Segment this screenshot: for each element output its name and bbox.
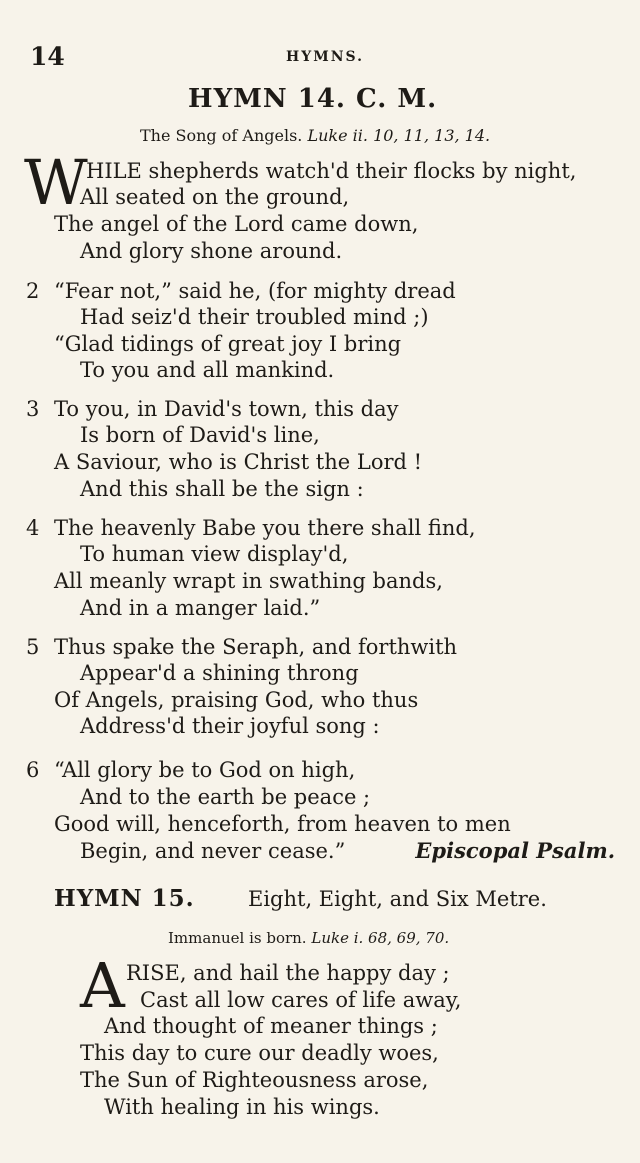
hymn-14-stanza-3-line-1: To you, in David's town, this day: [54, 397, 399, 421]
hymn-15-line-1: RISE, and hail the happy day ;: [126, 961, 450, 985]
hymn-14-stanza-1-line-4: And glory shone around.: [80, 239, 343, 263]
hymn-14-stanza-5-line-4: Address'd their joyful song :: [80, 714, 380, 738]
hymn-14-stanza-4-line-3: All meanly wrapt in swathing bands,: [54, 569, 443, 593]
hymn-15-line-4: This day to cure our deadly woes,: [80, 1041, 439, 1065]
hymn-14-stanza-4-line-2: To human view display'd,: [80, 542, 349, 566]
hymn-14-stanza-5-number: 5: [26, 635, 40, 659]
hymn-14-stanza-6-number: 6: [26, 758, 40, 782]
hymn-15-title: HYMN 15.: [54, 885, 195, 912]
hymn-14-stanza-1-line-3: The angel of the Lord came down,: [54, 212, 419, 236]
page-header: [30, 42, 620, 72]
hymn-14-subtitle-text: The Song of Angels.: [140, 126, 303, 145]
hymn-14-subtitle: [140, 126, 490, 145]
running-head: HYMNS.: [285, 49, 364, 65]
hymn-14-title: HYMN 14. C. M.: [188, 84, 438, 114]
hymn-15-subtitle: [168, 929, 449, 947]
hymn-14-stanza-4-line-4: And in a manger laid.”: [80, 596, 321, 620]
hymn-15-line-5: The Sun of Righteousness arose,: [80, 1068, 429, 1092]
hymn-14-stanza-1-line-2: All seated on the ground,: [80, 185, 350, 209]
hymn-14-stanza-6-line-1: “All glory be to God on high,: [54, 758, 356, 782]
hymn-14-stanza-5-line-3: Of Angels, praising God, who thus: [54, 688, 419, 712]
hymn-14-stanza-6-line-4: Begin, and never cease.”: [80, 839, 346, 863]
hymn-14-stanza-1-line-1: HILE shepherds watch'd their flocks by night,: [86, 159, 577, 183]
hymn-15-dropcap: A: [80, 949, 125, 1022]
hymn-15-line-6: With healing in his wings.: [104, 1095, 380, 1119]
hymn-14-stanza-2-line-3: “Glad tidings of great joy I bring: [54, 332, 402, 356]
hymn-14-stanza-3-line-2: Is born of David's line,: [80, 423, 320, 447]
hymn-14-stanza-5-line-1: Thus spake the Seraph, and forthwith: [54, 635, 458, 659]
hymn-15-subtitle-text: Immanuel is born.: [168, 929, 307, 947]
hymn-14-stanza-3-line-3: A Saviour, who is Christ the Lord !: [54, 450, 423, 474]
hymn-14-dropcap: W: [24, 146, 88, 219]
hymn-15-reference: Luke i. 68, 69, 70.: [311, 929, 450, 947]
hymn-14-stanza-6-line-3: Good will, henceforth, from heaven to men: [54, 812, 511, 836]
hymn-14-stanza-6-line-2: And to the earth be peace ;: [80, 785, 371, 809]
hymn-14-attribution: Episcopal Psalm.: [415, 838, 615, 863]
page-number: 14: [30, 42, 65, 71]
hymn-14-stanza-2-line-2: Had seiz'd their troubled mind ;): [80, 305, 429, 329]
hymn-14-reference: Luke ii. 10, 11, 13, 14.: [307, 126, 491, 145]
hymn-15-line-2: Cast all low cares of life away,: [140, 988, 462, 1012]
hymn-14-stanza-2-line-1: “Fear not,” said he, (for mighty dread: [54, 279, 456, 303]
hymn-14-stanza-4-line-1: The heavenly Babe you there shall find,: [54, 516, 476, 540]
hymn-14-stanza-2-number: 2: [26, 279, 40, 303]
hymn-15-line-3: And thought of meaner things ;: [104, 1014, 438, 1038]
hymn-14-stanza-2-line-4: To you and all mankind.: [80, 358, 335, 382]
hymn-14-stanza-3-number: 3: [26, 397, 40, 421]
hymn-14-stanza-5-line-2: Appear'd a shining throng: [80, 661, 359, 685]
hymn-15-metre: Eight, Eight, and Six Metre.: [248, 887, 547, 911]
hymn-14-stanza-4-number: 4: [26, 516, 40, 540]
hymn-14-stanza-3-line-4: And this shall be the sign :: [80, 477, 364, 501]
